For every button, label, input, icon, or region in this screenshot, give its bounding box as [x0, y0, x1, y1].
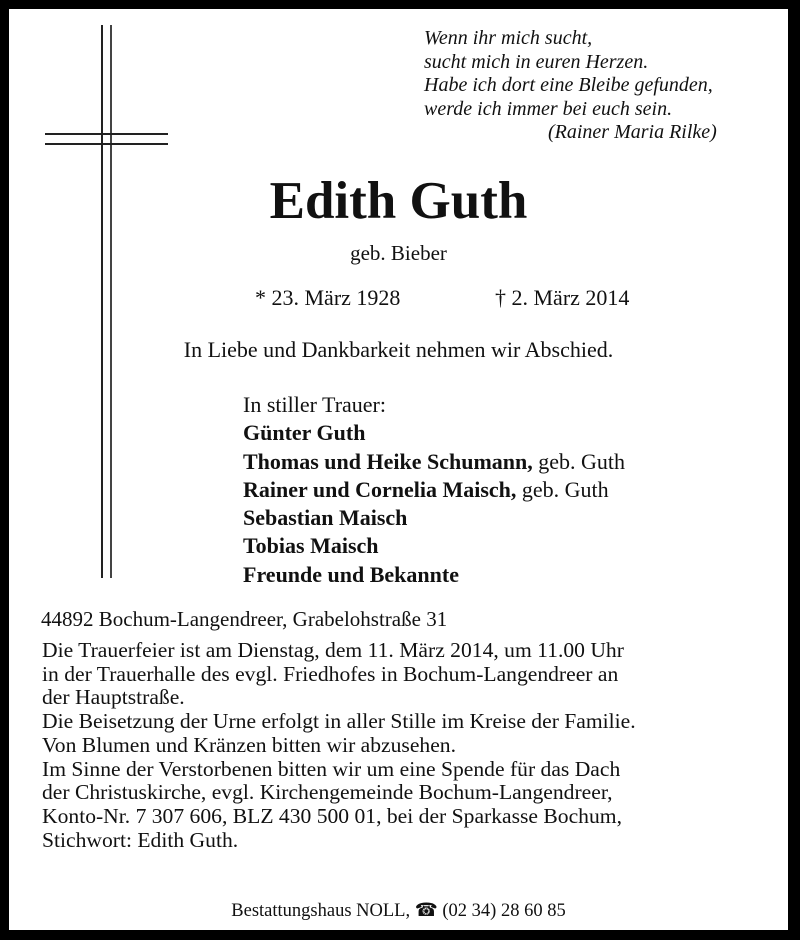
mourner-entry: [243, 504, 625, 532]
mourner-name: Freunde und Bekannte: [243, 561, 459, 587]
mourner-name: Rainer und Cornelia Maisch,: [243, 476, 517, 502]
mourner-entry: [243, 448, 625, 476]
mourners-intro: In stiller Trauer:: [243, 392, 386, 417]
funeral-home-footer: [9, 900, 788, 922]
details-line: Stichwort: Edith Guth.: [42, 827, 239, 852]
farewell-text: In Liebe und Dankbarkeit nehmen wir Abschied.: [183, 337, 614, 362]
obituary-notice: [9, 9, 788, 930]
death-date: † 2. März 2014: [495, 285, 630, 310]
mourner-name: Sebastian Maisch: [243, 505, 408, 531]
mourners-list: [243, 391, 625, 589]
cross-vertical-line: [110, 25, 112, 578]
poem-line: Habe ich dort eine Bleibe gefunden,: [424, 74, 713, 96]
details-line: in der Trauerhalle des evgl. Friedhofes in Bochum-Langendreer an: [42, 661, 619, 686]
phone-icon: ☎: [414, 901, 438, 921]
cross-horizontal-line: [45, 143, 168, 145]
mourner-name: Günter Guth: [243, 420, 366, 446]
mourner-suffix: geb. Guth: [532, 448, 626, 474]
funeral-details: [42, 639, 782, 852]
phone-number: (02 34) 28 60 85: [442, 901, 566, 921]
cross-horizontal-line: [45, 133, 168, 135]
details-line: Im Sinne der Verstorbenen bitten wir um eine Spende für das Dach: [42, 756, 621, 781]
mourner-name: Thomas und Heike Schumann,: [243, 448, 533, 474]
details-line: der Hauptstraße.: [42, 685, 185, 710]
poem-line: sucht mich in euren Herzen.: [424, 50, 649, 73]
details-line: Die Trauerfeier ist am Dienstag, dem 11. März 2014, um 11.00 Uhr: [42, 638, 624, 662]
birth-date: * 23. März 1928: [255, 285, 401, 310]
deceased-name: Edith Guth: [269, 172, 528, 230]
details-line: Konto-Nr. 7 307 606, BLZ 430 500 01, bei der Sparkasse Bochum,: [42, 803, 622, 828]
mourner-entry: [243, 561, 625, 589]
family-address: 44892 Bochum-Langendreer, Grabelohstraße 31: [41, 607, 448, 631]
poem-line: werde ich immer bei euch sein.: [424, 97, 673, 120]
details-line: Die Beisetzung der Urne erfolgt in aller Stille im Kreise der Familie.: [42, 709, 636, 734]
mourner-suffix: geb. Guth: [516, 476, 609, 502]
mourner-name: Tobias Maisch: [243, 533, 379, 559]
funeral-home-name: Bestattungshaus NOLL,: [231, 901, 411, 921]
poem-author: (Rainer Maria Rilke): [548, 121, 717, 143]
maiden-name: geb. Bieber: [350, 241, 447, 265]
cross-vertical-line: [101, 25, 103, 578]
details-line: Von Blumen und Kränzen bitten wir abzusehen.: [42, 732, 456, 757]
mourner-entry: [243, 476, 625, 504]
mourner-entry: [243, 532, 625, 560]
details-line: der Christuskirche, evgl. Kirchengemeinde Bochum-Langendreer,: [42, 780, 613, 805]
poem-quote: [424, 27, 717, 145]
mourner-entry: [243, 419, 625, 447]
poem-line: Wenn ihr mich sucht,: [424, 27, 593, 49]
